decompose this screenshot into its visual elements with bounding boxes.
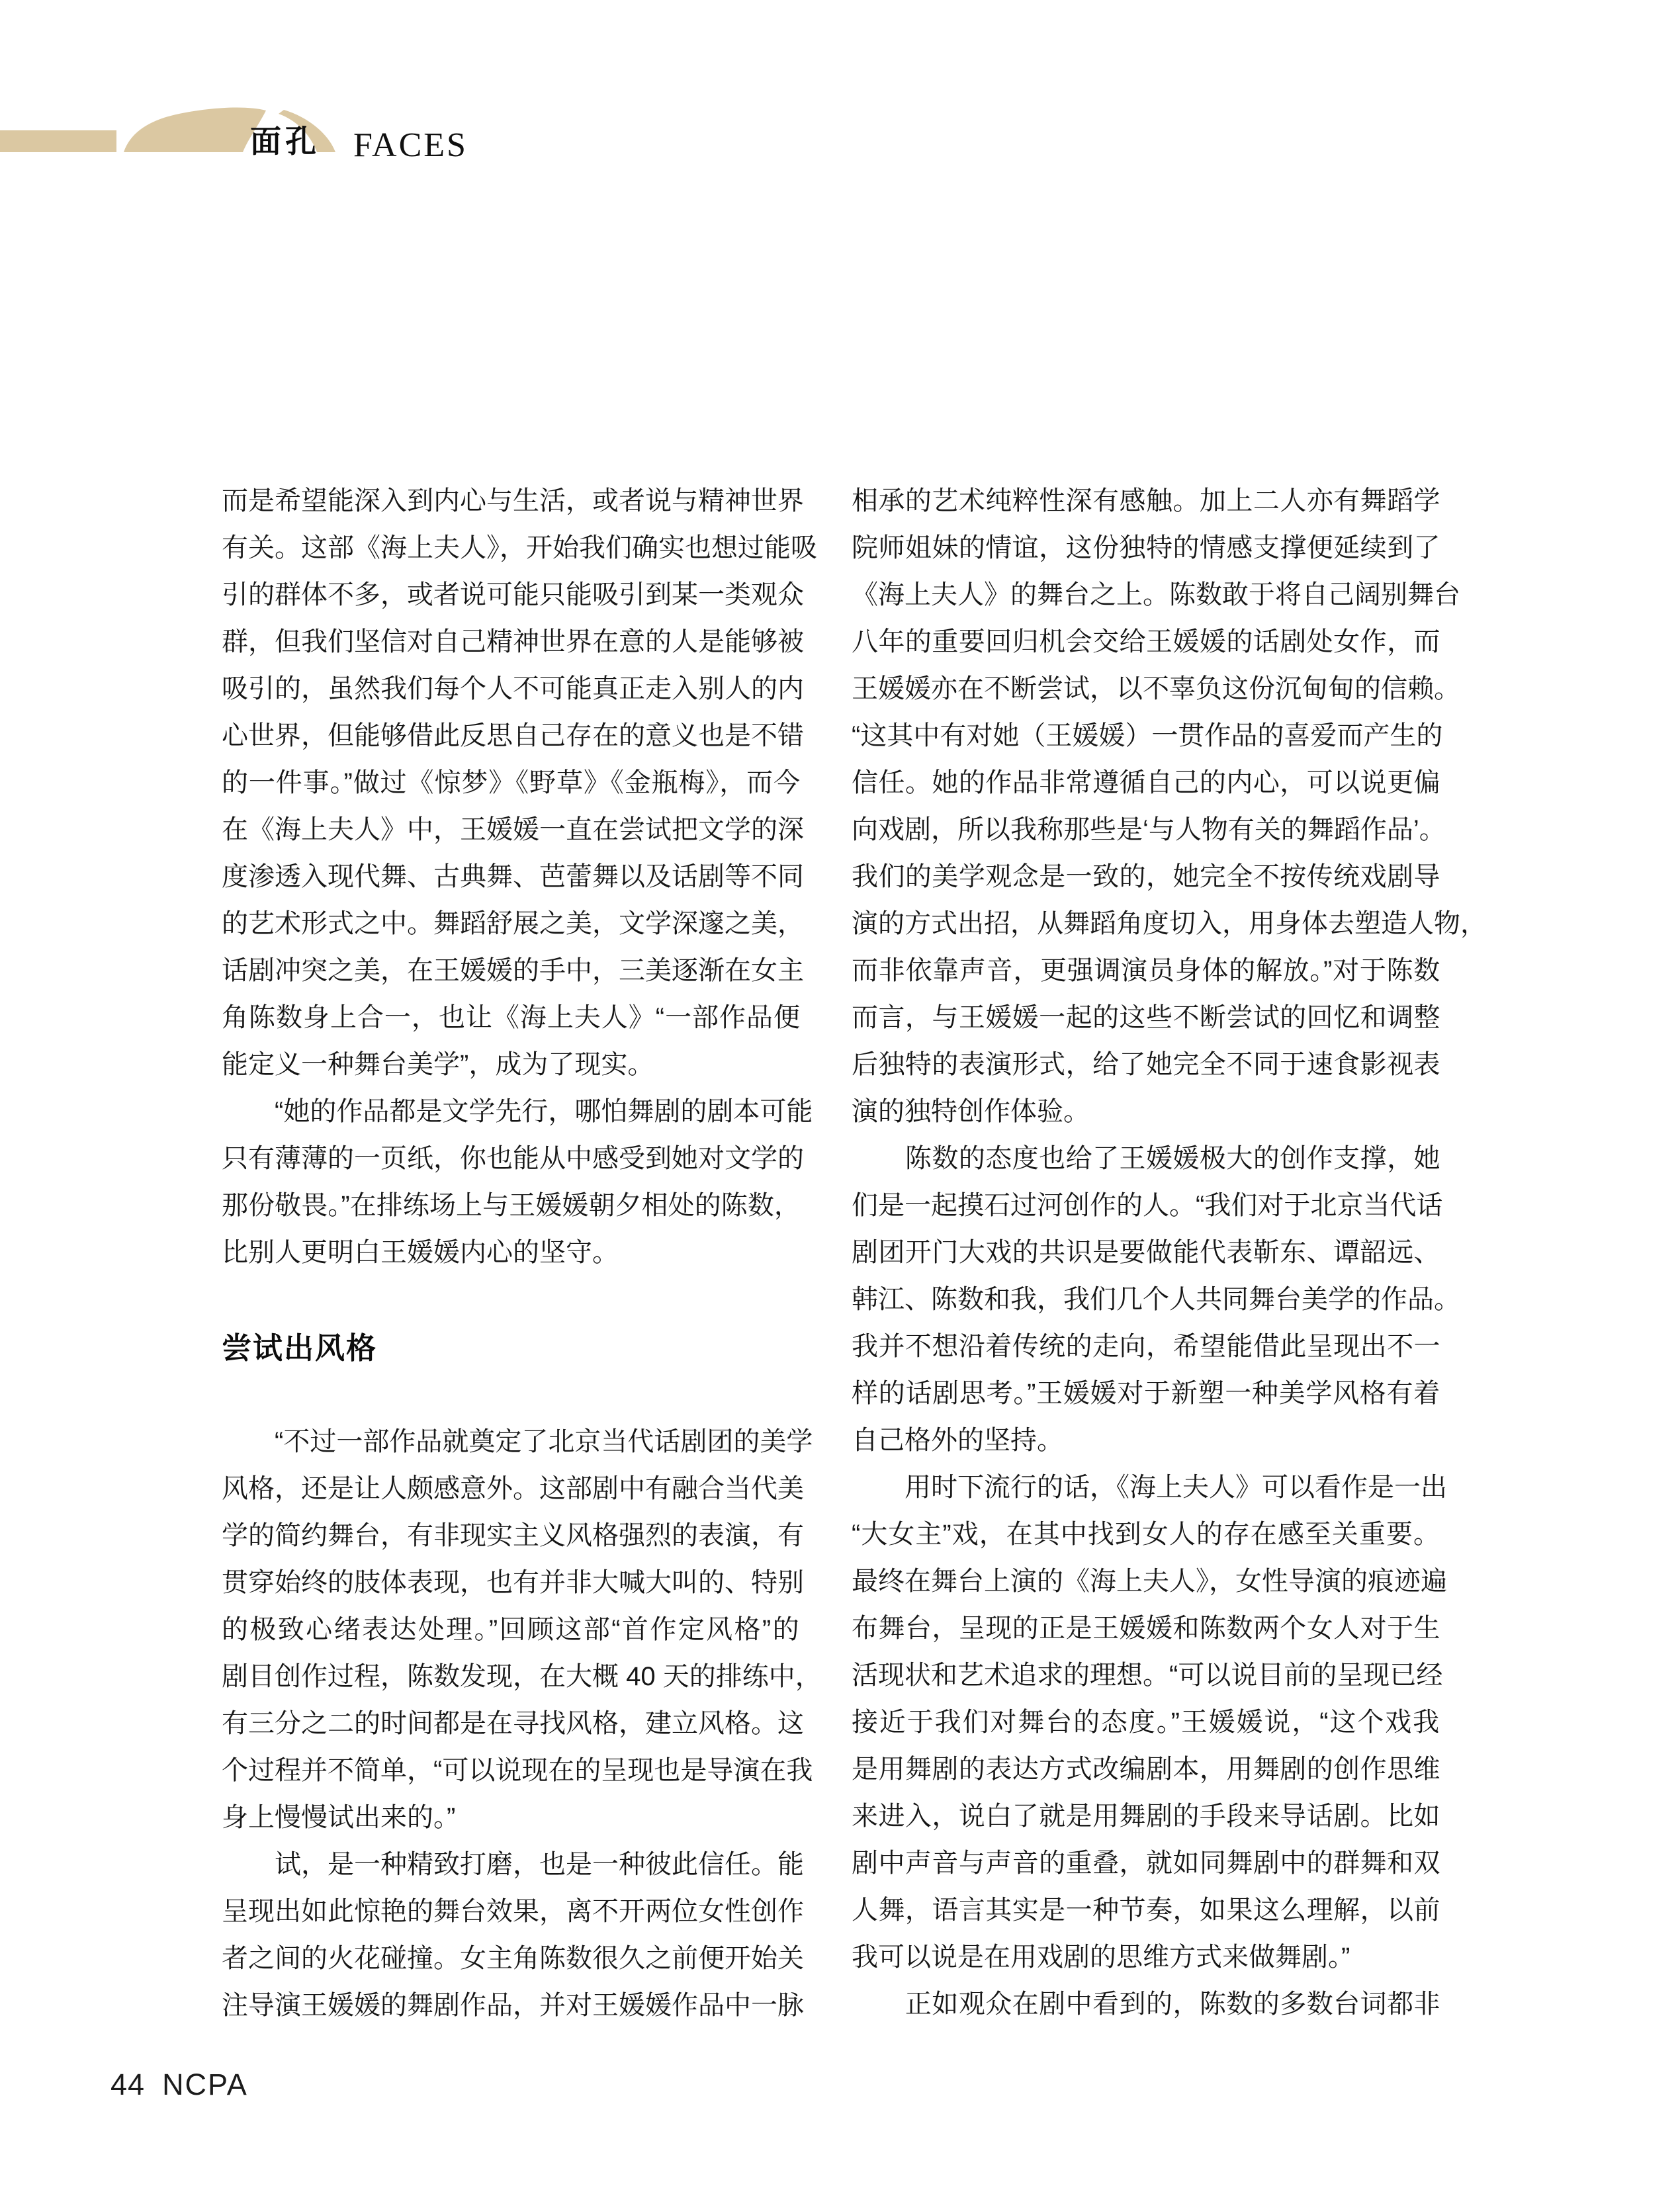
text-line: 是用舞剧的表达方式改编剧本，用舞剧的创作思维: [852, 1755, 1440, 1784]
text-line: 来进入，说白了就是用舞剧的手段来导话剧。比如: [852, 1802, 1440, 1831]
text-line: 正如观众在剧中看到的，陈数的多数台词都非: [852, 1990, 1440, 2019]
text-line: 相承的艺术纯粹性深有感触。加上二人亦有舞蹈学: [852, 486, 1440, 515]
text-line: 我们的美学观念是一致的，她完全不按传统戏剧导: [852, 862, 1440, 891]
text-line: 在《海上夫人》中，王媛媛一直在尝试把文学的深: [222, 815, 804, 844]
section-title-chinese: 面孔: [250, 124, 320, 159]
text-line: 我可以说是在用戏剧的思维方式来做舞剧。”: [852, 1943, 1350, 1972]
text-line: 有三分之二的时间都是在寻找风格，建立风格。这: [222, 1709, 804, 1738]
text-line: 贯穿始终的肢体表现，也有并非大喊大叫的、特别: [222, 1568, 804, 1597]
section-subheading: 尝试出风格: [222, 1331, 378, 1365]
text-line: 那份敬畏。”在排练场上与王媛媛朝夕相处的陈数，: [222, 1191, 801, 1220]
text-line: “大女主”戏，在其中找到女人的存在感至关重要。: [852, 1520, 1440, 1549]
text-line: 剧中声音与声音的重叠，就如同舞剧中的群舞和双: [852, 1849, 1440, 1878]
text-line: 样的话剧思考。”王媛媛对于新塑一种美学风格有着: [852, 1379, 1440, 1408]
text-line: 比别人更明白王媛媛内心的坚守。: [222, 1238, 619, 1267]
text-line: 而是希望能深入到内心与生活，或者说与精神世界: [222, 486, 804, 515]
page-footer: [111, 2070, 248, 2099]
page-number: 44: [111, 2068, 146, 2101]
text-line: 的极致心绪表达处理。”回顾这部“首作定风格”的: [222, 1615, 801, 1644]
text-line: 心世界，但能够借此反思自己存在的意义也是不错: [222, 721, 804, 750]
text-line: 布舞台，呈现的正是王媛媛和陈数两个女人对于生: [852, 1614, 1440, 1643]
text-line: 角陈数身上合一，也让《海上夫人》“一部作品便: [222, 1003, 801, 1032]
text-line: 自己格外的坚持。: [852, 1426, 1063, 1455]
text-line: 剧目创作过程，陈数发现，在大概 40 天的排练中，: [222, 1662, 822, 1691]
text-line: 吸引的，虽然我们每个人不可能真正走入别人的内: [222, 674, 804, 703]
text-line: 身上慢慢试出来的。”: [222, 1803, 456, 1832]
text-line: 引的群体不多，或者说可能只能吸引到某一类观众: [222, 580, 804, 609]
text-line: 试，是一种精致打磨，也是一种彼此信任。能: [222, 1850, 804, 1879]
text-line: “不过一部作品就奠定了北京当代话剧团的美学: [222, 1427, 813, 1456]
text-line: 注导演王媛媛的舞剧作品，并对王媛媛作品中一脉: [222, 1991, 804, 2020]
text-line: 风格，还是让人颇感意外。这部剧中有融合当代美: [222, 1474, 804, 1503]
text-line: 活现状和艺术追求的理想。“可以说目前的呈现已经: [852, 1661, 1443, 1690]
text-line: 八年的重要回归机会交给王媛媛的话剧处女作，而: [852, 627, 1440, 656]
text-line: 演的独特创作体验。: [852, 1097, 1090, 1126]
text-line: 者之间的火花碰撞。女主角陈数很久之前便开始关: [222, 1944, 804, 1973]
text-line: 陈数的态度也给了王媛媛极大的创作支撑，她: [852, 1144, 1440, 1173]
text-line: 《海上夫人》的舞台之上。陈数敢于将自己阔别舞台: [852, 580, 1460, 609]
text-line: 向戏剧，所以我称那些是‘与人物有关的舞蹈作品’。: [852, 815, 1446, 844]
text-line: 用时下流行的话，《海上夫人》可以看作是一出: [852, 1473, 1447, 1502]
text-line: 院师姐妹的情谊，这份独特的情感支撑便延续到了: [852, 533, 1440, 562]
text-line: 的一件事。”做过《惊梦》《野草》《金瓶梅》，而今: [222, 768, 801, 797]
text-line: 韩江、陈数和我，我们几个人共同舞台美学的作品。: [852, 1285, 1460, 1314]
text-line: 度渗透入现代舞、古典舞、芭蕾舞以及话剧等不同: [222, 862, 804, 891]
text-line: 演的方式出招，从舞蹈角度切入，用身体去塑造人物，: [852, 909, 1487, 938]
text-line: 呈现出如此惊艳的舞台效果，离不开两位女性创作: [222, 1897, 804, 1926]
text-line: 们是一起摸石过河创作的人。“我们对于北京当代话: [852, 1191, 1443, 1220]
text-line: 而非依靠声音，更强调演员身体的解放。”对于陈数: [852, 956, 1440, 985]
text-line: “这其中有对她（王媛媛）一贯作品的喜爱而产生的: [852, 721, 1443, 750]
right-column: [852, 478, 1487, 2028]
text-line: 接近于我们对舞台的态度。”王媛媛说，“这个戏我: [852, 1708, 1440, 1737]
journal-name: NCPA: [162, 2068, 248, 2101]
text-line: 有关。这部《海上夫人》，开始我们确实也想过能吸: [222, 533, 817, 562]
text-line: 我并不想沿着传统的走向，希望能借此呈现出不一: [852, 1332, 1440, 1361]
text-line: “她的作品都是文学先行，哪怕舞剧的剧本可能: [222, 1097, 813, 1126]
text-line: 能定义一种舞台美学”，成为了现实。: [222, 1050, 654, 1079]
text-line: 学的简约舞台，有非现实主义风格强烈的表演，有: [222, 1521, 804, 1550]
left-column: [222, 478, 822, 2029]
text-line: 话剧冲突之美，在王媛媛的手中，三美逐渐在女主: [222, 956, 804, 985]
text-line: 信任。她的作品非常遵循自己的内心，可以说更偏: [852, 768, 1440, 797]
text-line: 最终在舞台上演的《海上夫人》，女性导演的痕迹遍: [852, 1567, 1447, 1596]
text-line: 的艺术形式之中。舞蹈舒展之美，文学深邃之美，: [222, 909, 804, 938]
text-line: 剧团开门大戏的共识是要做能代表靳东、谭韶远、: [852, 1238, 1440, 1267]
text-line: 个过程并不简单，“可以说现在的呈现也是导演在我: [222, 1756, 813, 1785]
text-line: 后独特的表演形式，给了她完全不同于速食影视表: [852, 1050, 1440, 1079]
section-title-english: FACES: [353, 126, 468, 164]
text-line: 只有薄薄的一页纸，你也能从中感受到她对文学的: [222, 1144, 804, 1173]
text-line: 群，但我们坚信对自己精神世界在意的人是能够被: [222, 627, 804, 656]
text-line: 人舞，语言其实是一种节奏，如果这么理解，以前: [852, 1896, 1440, 1925]
text-line: 而言，与王媛媛一起的这些不断尝试的回忆和调整: [852, 1003, 1440, 1032]
text-line: 王媛媛亦在不断尝试，以不辜负这份沉甸甸的信赖。: [852, 674, 1460, 703]
